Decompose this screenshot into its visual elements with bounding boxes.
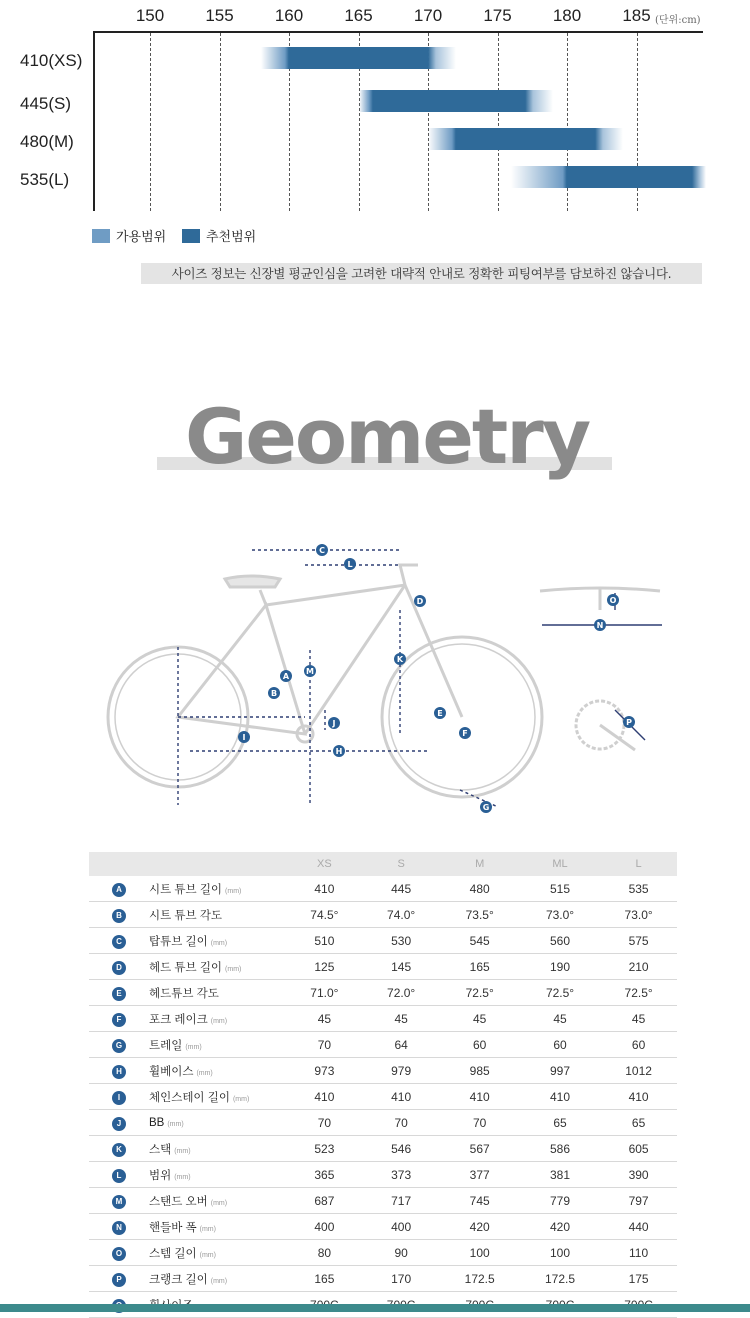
diagram-label: O (609, 596, 617, 605)
table-row (89, 876, 677, 902)
table-row (89, 902, 677, 928)
x-tick-label: 180 (552, 6, 582, 25)
diagram-label: E (437, 709, 443, 718)
row-unit: (mm) (232, 1095, 250, 1103)
table-cell: 575 (600, 928, 677, 954)
table-cell: 45 (600, 1006, 677, 1032)
table-cell: 979 (363, 1058, 440, 1084)
table-cell: 73.5° (440, 902, 520, 928)
row-label: 트레일 (149, 1039, 183, 1052)
row-unit: (mm) (210, 939, 228, 947)
table-cell: 110 (600, 1240, 677, 1266)
table-cell: 745 (440, 1188, 520, 1214)
table-row (89, 1084, 677, 1110)
x-tick-label: 155 (205, 6, 234, 25)
table-cell: 779 (520, 1188, 600, 1214)
table-cell: 515 (520, 876, 600, 902)
row-code-badge: L (112, 1169, 126, 1183)
table-cell: 373 (363, 1162, 440, 1188)
x-tick-label: 150 (135, 6, 165, 25)
table-row (89, 1136, 677, 1162)
bike-drawing (108, 565, 542, 797)
row-label: 탑튜브 길이 (149, 935, 208, 948)
table-row (89, 1032, 677, 1058)
diagram-label: C (319, 546, 325, 555)
table-cell: 546 (363, 1136, 440, 1162)
table-cell: 410 (286, 876, 363, 902)
row-code-badge: D (112, 961, 126, 975)
table-cell: 45 (440, 1006, 520, 1032)
unit-label: (단위:cm) (655, 15, 701, 26)
table-cell: 165 (440, 954, 520, 980)
size-range-bar (359, 90, 554, 112)
diagram-label: P (626, 718, 632, 727)
table-cell: 530 (363, 928, 440, 954)
table-cell: 535 (600, 876, 677, 902)
table-cell: 70 (363, 1110, 440, 1136)
table-row (89, 1110, 677, 1136)
row-label: 헤드튜브 각도 (149, 987, 219, 1000)
table-cell: 523 (286, 1136, 363, 1162)
row-unit: (mm) (185, 1043, 202, 1051)
table-cell: 165 (286, 1266, 363, 1292)
axis-left-line (93, 31, 95, 211)
row-label: 휠베이스 (149, 1065, 194, 1078)
table-cell: 420 (520, 1214, 600, 1240)
table-cell: 440 (600, 1214, 677, 1240)
table-row (89, 980, 677, 1006)
row-unit: (mm) (196, 1069, 213, 1077)
x-gridline (150, 33, 151, 211)
row-code-badge: J (112, 1117, 126, 1131)
size-row-label: 445(S) (20, 94, 72, 113)
table-cell: 480 (440, 876, 520, 902)
table-row (89, 1240, 677, 1266)
diagram-label-group (238, 544, 635, 813)
row-unit: (mm) (210, 1017, 228, 1025)
table-cell: 70 (286, 1032, 363, 1058)
x-gridline (498, 33, 499, 211)
table-cell: 60 (440, 1032, 520, 1058)
col-header-l: L (600, 852, 677, 876)
table-cell: 71.0° (286, 980, 363, 1006)
bottom-strip (0, 1304, 750, 1312)
table-cell: 377 (440, 1162, 520, 1188)
diagram-label: B (270, 689, 278, 698)
table-cell: 560 (520, 928, 600, 954)
table-cell: 145 (363, 954, 440, 980)
table-header-row (89, 852, 677, 876)
legend-allowed-label: 가용범위 (116, 230, 167, 245)
table-cell: 410 (440, 1084, 520, 1110)
col-header-s: S (363, 852, 440, 876)
table-cell: 70 (286, 1110, 363, 1136)
table-cell: 74.0° (363, 902, 440, 928)
table-row (89, 1162, 677, 1188)
table-cell: 410 (363, 1084, 440, 1110)
diagram-label: G (482, 803, 490, 812)
table-row (89, 1214, 677, 1240)
row-code-badge: A (112, 883, 126, 897)
size-note: 사이즈 정보는 신장별 평균인심을 고려한 대략적 안내로 정확한 피팅여부를 담보하진 않습니다. (141, 263, 702, 284)
legend-allowed-swatch (92, 229, 110, 243)
row-code-badge: M (112, 1195, 126, 1209)
table-cell: 45 (520, 1006, 600, 1032)
diagram-label: F (462, 729, 468, 738)
table-cell: 717 (363, 1188, 440, 1214)
size-range-bar (261, 47, 456, 69)
x-tick-label: 160 (274, 6, 304, 25)
diagram-label: I (242, 733, 246, 742)
table-cell: 973 (286, 1058, 363, 1084)
row-unit: (mm) (199, 1251, 216, 1259)
detail-dimension-lines (542, 593, 662, 740)
row-unit: (mm) (225, 887, 242, 895)
diagram-label: K (396, 655, 404, 664)
table-cell: 605 (600, 1136, 677, 1162)
row-label: 크랭크 길이 (149, 1273, 208, 1286)
diagram-label: D (416, 597, 424, 606)
row-label: 시트 튜브 각도 (149, 909, 223, 922)
table-cell: 65 (520, 1110, 600, 1136)
col-header-ml: ML (520, 852, 600, 876)
table-cell: 60 (600, 1032, 677, 1058)
row-code-badge: E (112, 987, 126, 1001)
size-range-bar (511, 166, 706, 188)
detail-drawings (540, 587, 660, 750)
table-cell: 72.5° (440, 980, 520, 1006)
table-cell: 586 (520, 1136, 600, 1162)
table-cell: 80 (286, 1240, 363, 1266)
table-cell: 175 (600, 1266, 677, 1292)
row-code-badge: P (112, 1273, 126, 1287)
x-tick-label: 185 (622, 6, 651, 25)
row-label: 핸들바 폭 (149, 1221, 197, 1234)
diagram-label: A (282, 672, 290, 681)
axis-top-line (93, 31, 703, 33)
table-row (89, 928, 677, 954)
row-unit: (mm) (225, 965, 242, 973)
table-cell: 72.5° (600, 980, 677, 1006)
size-row-label: 480(M) (20, 132, 74, 151)
table-row (89, 1058, 677, 1084)
table-cell: 545 (440, 928, 520, 954)
table-cell: 72.0° (363, 980, 440, 1006)
table-cell: 72.5° (520, 980, 600, 1006)
row-code-badge: C (112, 935, 126, 949)
table-cell: 100 (440, 1240, 520, 1266)
geometry-diagram (100, 535, 670, 820)
x-gridline (220, 33, 221, 211)
geometry-title: Geometry (185, 392, 590, 481)
col-header-m: M (440, 852, 520, 876)
row-label: 헤드 튜브 길이 (149, 961, 223, 974)
table-cell: 445 (363, 876, 440, 902)
table-cell: 410 (520, 1084, 600, 1110)
row-unit: (mm) (167, 1120, 184, 1128)
table-cell: 170 (363, 1266, 440, 1292)
table-row (89, 954, 677, 980)
table-cell: 985 (440, 1058, 520, 1084)
table-cell: 125 (286, 954, 363, 980)
x-tick-label: 170 (413, 6, 443, 25)
table-cell: 70 (440, 1110, 520, 1136)
legend-recommended (182, 226, 256, 245)
table-cell: 100 (520, 1240, 600, 1266)
diagram-label: J (332, 719, 336, 728)
row-code-badge: I (112, 1091, 126, 1105)
table-cell: 45 (363, 1006, 440, 1032)
col-header-xs: XS (286, 852, 363, 876)
row-code-badge: G (112, 1039, 126, 1053)
table-cell: 172.5 (440, 1266, 520, 1292)
table-cell: 1012 (600, 1058, 677, 1084)
table-cell: 420 (440, 1214, 520, 1240)
geometry-table (89, 852, 677, 1318)
diagram-label: L (347, 560, 353, 569)
legend-recommended-swatch (182, 229, 200, 243)
x-tick-label: 175 (483, 6, 512, 25)
table-cell: 381 (520, 1162, 600, 1188)
table-cell: 687 (286, 1188, 363, 1214)
table-cell: 45 (286, 1006, 363, 1032)
diagram-label: N (596, 621, 604, 630)
diagram-label: H (335, 747, 343, 756)
row-code-badge: B (112, 909, 126, 923)
table-cell: 567 (440, 1136, 520, 1162)
row-label: 체인스테이 길이 (149, 1091, 230, 1104)
row-label: 스택 (149, 1143, 172, 1156)
table-row (89, 1188, 677, 1214)
table-cell: 400 (363, 1214, 440, 1240)
table-cell: 190 (520, 954, 600, 980)
row-label: 포크 레이크 (149, 1013, 208, 1026)
table-cell: 997 (520, 1058, 600, 1084)
legend-recommended-label: 추천범위 (206, 230, 257, 245)
table-cell: 65 (600, 1110, 677, 1136)
table-cell: 60 (520, 1032, 600, 1058)
table-row (89, 1266, 677, 1292)
table-cell: 64 (363, 1032, 440, 1058)
diagram-label: M (306, 667, 314, 676)
row-code-badge: O (112, 1247, 126, 1261)
row-label: 시트 튜브 길이 (149, 883, 223, 896)
table-row (89, 1006, 677, 1032)
row-code-badge: K (112, 1143, 126, 1157)
row-unit: (mm) (199, 1225, 216, 1233)
row-code-badge: N (112, 1221, 126, 1235)
table-cell: 510 (286, 928, 363, 954)
table-cell: 410 (286, 1084, 363, 1110)
row-unit: (mm) (174, 1147, 191, 1155)
table-cell: 90 (363, 1240, 440, 1266)
size-chart (0, 0, 750, 290)
x-tick-label: 165 (344, 6, 373, 25)
size-range-bar (428, 128, 623, 150)
table-cell: 390 (600, 1162, 677, 1188)
legend-allowed (92, 226, 166, 245)
table-cell: 74.5° (286, 902, 363, 928)
table-cell: 210 (600, 954, 677, 980)
row-label: 스탠드 오버 (149, 1195, 208, 1208)
table-cell: 797 (600, 1188, 677, 1214)
row-label: 스템 길이 (149, 1247, 197, 1260)
table-cell: 172.5 (520, 1266, 600, 1292)
table-cell: 73.0° (520, 902, 600, 928)
table-cell: 73.0° (600, 902, 677, 928)
row-unit: (mm) (210, 1199, 228, 1207)
row-code-badge: H (112, 1065, 126, 1079)
row-unit: (mm) (210, 1277, 228, 1285)
row-label: BB (149, 1116, 165, 1129)
size-row-label: 410(XS) (20, 51, 83, 70)
table-cell: 410 (600, 1084, 677, 1110)
row-unit: (mm) (174, 1173, 191, 1181)
row-code-badge: F (112, 1013, 126, 1027)
table-cell: 365 (286, 1162, 363, 1188)
size-row-label: 535(L) (20, 170, 70, 189)
row-label: 범위 (149, 1169, 172, 1182)
table-cell: 400 (286, 1214, 363, 1240)
